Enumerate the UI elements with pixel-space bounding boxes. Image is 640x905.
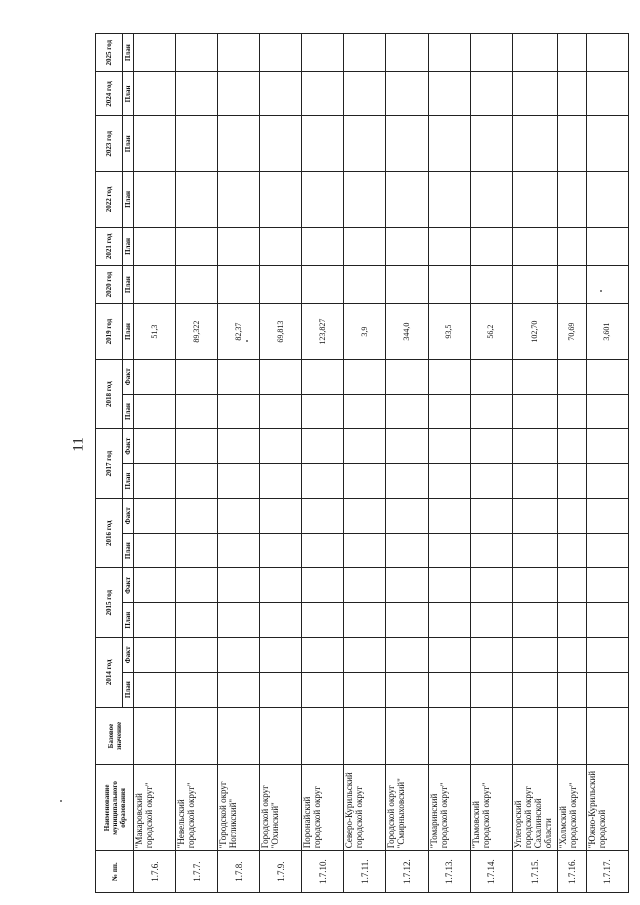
municipality-name: Городской округ "Охинский" (260, 765, 302, 851)
municipality-name: "Невельский городской округ" (176, 765, 218, 851)
empty-cell (386, 672, 428, 707)
empty-cell (512, 533, 557, 568)
empty-cell (470, 603, 512, 638)
empty-cell (344, 227, 386, 265)
plan-2019-value: 56,2 (470, 304, 512, 360)
empty-cell (302, 34, 344, 72)
empty-cell (260, 172, 302, 228)
empty-cell (134, 672, 176, 707)
empty-cell (428, 72, 470, 116)
empty-cell (586, 116, 628, 172)
empty-cell (218, 72, 260, 116)
table-row (302, 34, 344, 893)
empty-cell (344, 394, 386, 429)
header-year-2020: 2020 год (96, 266, 123, 304)
empty-cell (558, 638, 587, 673)
empty-cell (134, 568, 176, 603)
header-year-2021: 2021 год (96, 227, 123, 265)
empty-cell (344, 172, 386, 228)
empty-cell (302, 464, 344, 499)
empty-cell (344, 359, 386, 394)
empty-cell (176, 34, 218, 72)
municipality-name: "Тымовский городской округ" (470, 765, 512, 851)
empty-cell (218, 672, 260, 707)
table-row (512, 34, 557, 893)
empty-cell (470, 172, 512, 228)
header-fact-2015: Факт (123, 568, 134, 603)
empty-cell (558, 464, 587, 499)
header-plan-2017: План (123, 464, 134, 499)
empty-cell (386, 707, 428, 765)
row-number: 1.7.10. (302, 851, 344, 893)
empty-cell (428, 227, 470, 265)
empty-cell (302, 533, 344, 568)
header-year-2018: 2018 год (96, 359, 123, 429)
empty-cell (470, 394, 512, 429)
empty-cell (260, 116, 302, 172)
empty-cell (558, 172, 587, 228)
empty-cell (586, 533, 628, 568)
empty-cell (134, 172, 176, 228)
empty-cell (470, 72, 512, 116)
empty-cell (344, 603, 386, 638)
empty-cell (302, 429, 344, 464)
empty-cell (218, 533, 260, 568)
empty-cell (512, 72, 557, 116)
empty-cell (512, 34, 557, 72)
plan-2019-value: 82,37 (218, 304, 260, 360)
header-base-value: Базовое значение (96, 707, 134, 765)
empty-cell (302, 707, 344, 765)
municipality-name: Поронайский городской округ (302, 765, 344, 851)
empty-cell (134, 533, 176, 568)
empty-cell (302, 72, 344, 116)
empty-cell (558, 498, 587, 533)
empty-cell (134, 603, 176, 638)
empty-cell (302, 672, 344, 707)
header-year-2015: 2015 год (96, 568, 123, 638)
empty-cell (386, 464, 428, 499)
empty-cell (558, 72, 587, 116)
empty-cell (260, 568, 302, 603)
empty-cell (260, 429, 302, 464)
empty-cell (428, 34, 470, 72)
header-no: № пп. (96, 851, 134, 893)
empty-cell (428, 266, 470, 304)
header-fact-2017: Факт (123, 429, 134, 464)
empty-cell (470, 464, 512, 499)
header-plan-2014: План (123, 672, 134, 707)
header-fact-2014: Факт (123, 638, 134, 673)
empty-cell (302, 568, 344, 603)
row-number: 1.7.16. (558, 851, 587, 893)
empty-cell (218, 359, 260, 394)
empty-cell (558, 394, 587, 429)
plan-2019-value: 123,827 (302, 304, 344, 360)
empty-cell (470, 227, 512, 265)
table-row (558, 34, 587, 893)
header-fact-2018: Факт (123, 359, 134, 394)
empty-cell (218, 464, 260, 499)
empty-cell (470, 533, 512, 568)
empty-cell (176, 359, 218, 394)
table-row (176, 34, 218, 893)
empty-cell (586, 568, 628, 603)
empty-cell (260, 34, 302, 72)
row-number: 1.7.15. (512, 851, 557, 893)
empty-cell (302, 172, 344, 228)
row-number: 1.7.13. (428, 851, 470, 893)
empty-cell (428, 116, 470, 172)
row-number: 1.7.17. (586, 851, 628, 893)
empty-cell (302, 116, 344, 172)
table-row (218, 34, 260, 893)
empty-cell (176, 394, 218, 429)
empty-cell (586, 498, 628, 533)
empty-cell (558, 672, 587, 707)
empty-cell (176, 603, 218, 638)
empty-cell (218, 707, 260, 765)
empty-cell (134, 394, 176, 429)
empty-cell (134, 638, 176, 673)
empty-cell (260, 359, 302, 394)
empty-cell (470, 672, 512, 707)
plan-fact-table (95, 33, 629, 893)
empty-cell (512, 603, 557, 638)
empty-cell (344, 464, 386, 499)
empty-cell (586, 464, 628, 499)
empty-cell (512, 464, 557, 499)
empty-cell (344, 568, 386, 603)
header-municipality: Наименование муниципального образования (96, 765, 134, 851)
empty-cell (386, 603, 428, 638)
empty-cell (134, 707, 176, 765)
empty-cell (470, 638, 512, 673)
empty-cell (134, 498, 176, 533)
plan-2019-value: 3,601 (586, 304, 628, 360)
header-plan-2025: План (123, 34, 134, 72)
header-year-2017: 2017 год (96, 429, 123, 499)
empty-cell (428, 498, 470, 533)
empty-cell (218, 603, 260, 638)
empty-cell (428, 672, 470, 707)
empty-cell (386, 638, 428, 673)
empty-cell (428, 464, 470, 499)
empty-cell (134, 116, 176, 172)
empty-cell (134, 464, 176, 499)
header-year-2022: 2022 год (96, 172, 123, 228)
table-row (260, 34, 302, 893)
empty-cell (344, 638, 386, 673)
empty-cell (386, 34, 428, 72)
empty-cell (428, 533, 470, 568)
empty-cell (176, 116, 218, 172)
header-plan-2024: План (123, 72, 134, 116)
empty-cell (176, 498, 218, 533)
empty-cell (428, 638, 470, 673)
empty-cell (512, 172, 557, 228)
empty-cell (586, 359, 628, 394)
empty-cell (134, 72, 176, 116)
empty-cell (586, 429, 628, 464)
table-row (428, 34, 470, 893)
empty-cell (260, 533, 302, 568)
empty-cell (558, 266, 587, 304)
rotated-table-container (95, 33, 629, 893)
table-row (344, 34, 386, 893)
empty-cell (218, 266, 260, 304)
empty-cell (512, 672, 557, 707)
empty-cell (586, 172, 628, 228)
empty-cell (558, 707, 587, 765)
empty-cell (260, 672, 302, 707)
empty-cell (344, 672, 386, 707)
empty-cell (558, 429, 587, 464)
empty-cell (558, 116, 587, 172)
empty-cell (428, 359, 470, 394)
empty-cell (218, 638, 260, 673)
empty-cell (344, 116, 386, 172)
empty-cell (470, 568, 512, 603)
empty-cell (512, 359, 557, 394)
plan-2019-value: 51,3 (134, 304, 176, 360)
empty-cell (512, 116, 557, 172)
empty-cell (512, 394, 557, 429)
empty-cell (386, 533, 428, 568)
row-number: 1.7.8. (218, 851, 260, 893)
empty-cell (470, 707, 512, 765)
empty-cell (344, 266, 386, 304)
table-row (586, 34, 628, 893)
empty-cell (386, 359, 428, 394)
municipality-name: Городской округ "Смирныховский" (386, 765, 428, 851)
empty-cell (134, 266, 176, 304)
empty-cell (512, 707, 557, 765)
municipality-name: "Южно-Курильский городской (586, 765, 628, 851)
empty-cell (218, 498, 260, 533)
empty-cell (176, 638, 218, 673)
empty-cell (586, 707, 628, 765)
empty-cell (386, 394, 428, 429)
header-plan-2018: План (123, 394, 134, 429)
empty-cell (428, 568, 470, 603)
empty-cell (344, 34, 386, 72)
empty-cell (512, 498, 557, 533)
empty-cell (260, 266, 302, 304)
empty-cell (512, 429, 557, 464)
empty-cell (302, 227, 344, 265)
row-number: 1.7.12. (386, 851, 428, 893)
empty-cell (134, 34, 176, 72)
empty-cell (386, 172, 428, 228)
header-year-2023: 2023 год (96, 116, 123, 172)
header-plan-2016: План (123, 533, 134, 568)
header-year-2024: 2024 год (96, 72, 123, 116)
empty-cell (586, 638, 628, 673)
empty-cell (558, 227, 587, 265)
header-year-2016: 2016 год (96, 498, 123, 568)
empty-cell (512, 568, 557, 603)
table-body (134, 34, 629, 893)
empty-cell (470, 34, 512, 72)
row-number: 1.7.9. (260, 851, 302, 893)
plan-2019-value: 89,322 (176, 304, 218, 360)
plan-2019-value: 93,5 (428, 304, 470, 360)
empty-cell (344, 72, 386, 116)
empty-cell (302, 603, 344, 638)
municipality-name: "Городской округ Ногликский" (218, 765, 260, 851)
empty-cell (260, 464, 302, 499)
empty-cell (260, 498, 302, 533)
empty-cell (176, 464, 218, 499)
empty-cell (586, 266, 628, 304)
empty-cell (428, 394, 470, 429)
table-row (470, 34, 512, 893)
empty-cell (558, 568, 587, 603)
empty-cell (470, 266, 512, 304)
header-plan-2022: План (123, 172, 134, 228)
empty-cell (586, 394, 628, 429)
empty-cell (386, 266, 428, 304)
empty-cell (558, 533, 587, 568)
municipality-name: "Холмский городской округ" (558, 765, 587, 851)
empty-cell (176, 672, 218, 707)
municipality-name: "Томаринский городской округ" (428, 765, 470, 851)
plan-2019-value: 3,9 (344, 304, 386, 360)
empty-cell (344, 498, 386, 533)
table-row (386, 34, 428, 893)
plan-2019-value: 102,70 (512, 304, 557, 360)
empty-cell (428, 429, 470, 464)
empty-cell (470, 116, 512, 172)
empty-cell (344, 707, 386, 765)
empty-cell (134, 429, 176, 464)
empty-cell (586, 603, 628, 638)
empty-cell (134, 359, 176, 394)
header-year-2014: 2014 год (96, 638, 123, 708)
empty-cell (176, 172, 218, 228)
empty-cell (470, 498, 512, 533)
row-number: 1.7.7. (176, 851, 218, 893)
empty-cell (218, 116, 260, 172)
empty-cell (260, 72, 302, 116)
empty-cell (558, 359, 587, 394)
empty-cell (260, 227, 302, 265)
empty-cell (302, 359, 344, 394)
empty-cell (260, 707, 302, 765)
empty-cell (586, 34, 628, 72)
empty-cell (302, 498, 344, 533)
empty-cell (176, 266, 218, 304)
empty-cell (260, 638, 302, 673)
empty-cell (512, 638, 557, 673)
empty-cell (386, 568, 428, 603)
empty-cell (218, 394, 260, 429)
empty-cell (218, 172, 260, 228)
empty-cell (218, 227, 260, 265)
header-plan-2021: План (123, 227, 134, 265)
plan-2019-value: 69,813 (260, 304, 302, 360)
plan-2019-value: 70,69 (558, 304, 587, 360)
empty-cell (386, 429, 428, 464)
empty-cell (302, 266, 344, 304)
empty-cell (344, 429, 386, 464)
empty-cell (176, 429, 218, 464)
empty-cell (558, 34, 587, 72)
empty-cell (134, 227, 176, 265)
empty-cell (386, 498, 428, 533)
empty-cell (176, 72, 218, 116)
municipality-name: Северо-Курильский городской округ (344, 765, 386, 851)
row-number: 1.7.6. (134, 851, 176, 893)
empty-cell (428, 603, 470, 638)
empty-cell (302, 638, 344, 673)
page-number: 11 (70, 437, 87, 452)
municipality-name: "Макаровский городской округ" (134, 765, 176, 851)
empty-cell (176, 707, 218, 765)
header-plan-2023: План (123, 116, 134, 172)
empty-cell (512, 227, 557, 265)
header-fact-2016: Факт (123, 498, 134, 533)
empty-cell (470, 359, 512, 394)
empty-cell (302, 394, 344, 429)
empty-cell (586, 227, 628, 265)
empty-cell (260, 603, 302, 638)
header-plan-2015: План (123, 603, 134, 638)
row-number: 1.7.14. (470, 851, 512, 893)
header-year-2019: 2019 год (96, 304, 123, 360)
empty-cell (176, 568, 218, 603)
header-year-2025: 2025 год (96, 34, 123, 72)
empty-cell (176, 533, 218, 568)
empty-cell (218, 568, 260, 603)
empty-cell (218, 429, 260, 464)
empty-cell (386, 116, 428, 172)
empty-cell (386, 227, 428, 265)
header-plan-2020: План (123, 266, 134, 304)
empty-cell (176, 227, 218, 265)
empty-cell (386, 72, 428, 116)
empty-cell (218, 34, 260, 72)
row-number: 1.7.11. (344, 851, 386, 893)
table-row (134, 34, 176, 893)
empty-cell (428, 172, 470, 228)
empty-cell (558, 603, 587, 638)
empty-cell (344, 533, 386, 568)
empty-cell (470, 429, 512, 464)
header-plan-2019: План (123, 304, 134, 360)
plan-2019-value: 344,0 (386, 304, 428, 360)
municipality-name: Углегорский городской округ Сахалинской области (512, 765, 557, 851)
scan-speck (60, 800, 62, 802)
empty-cell (586, 72, 628, 116)
empty-cell (260, 394, 302, 429)
empty-cell (428, 707, 470, 765)
empty-cell (512, 266, 557, 304)
empty-cell (586, 672, 628, 707)
